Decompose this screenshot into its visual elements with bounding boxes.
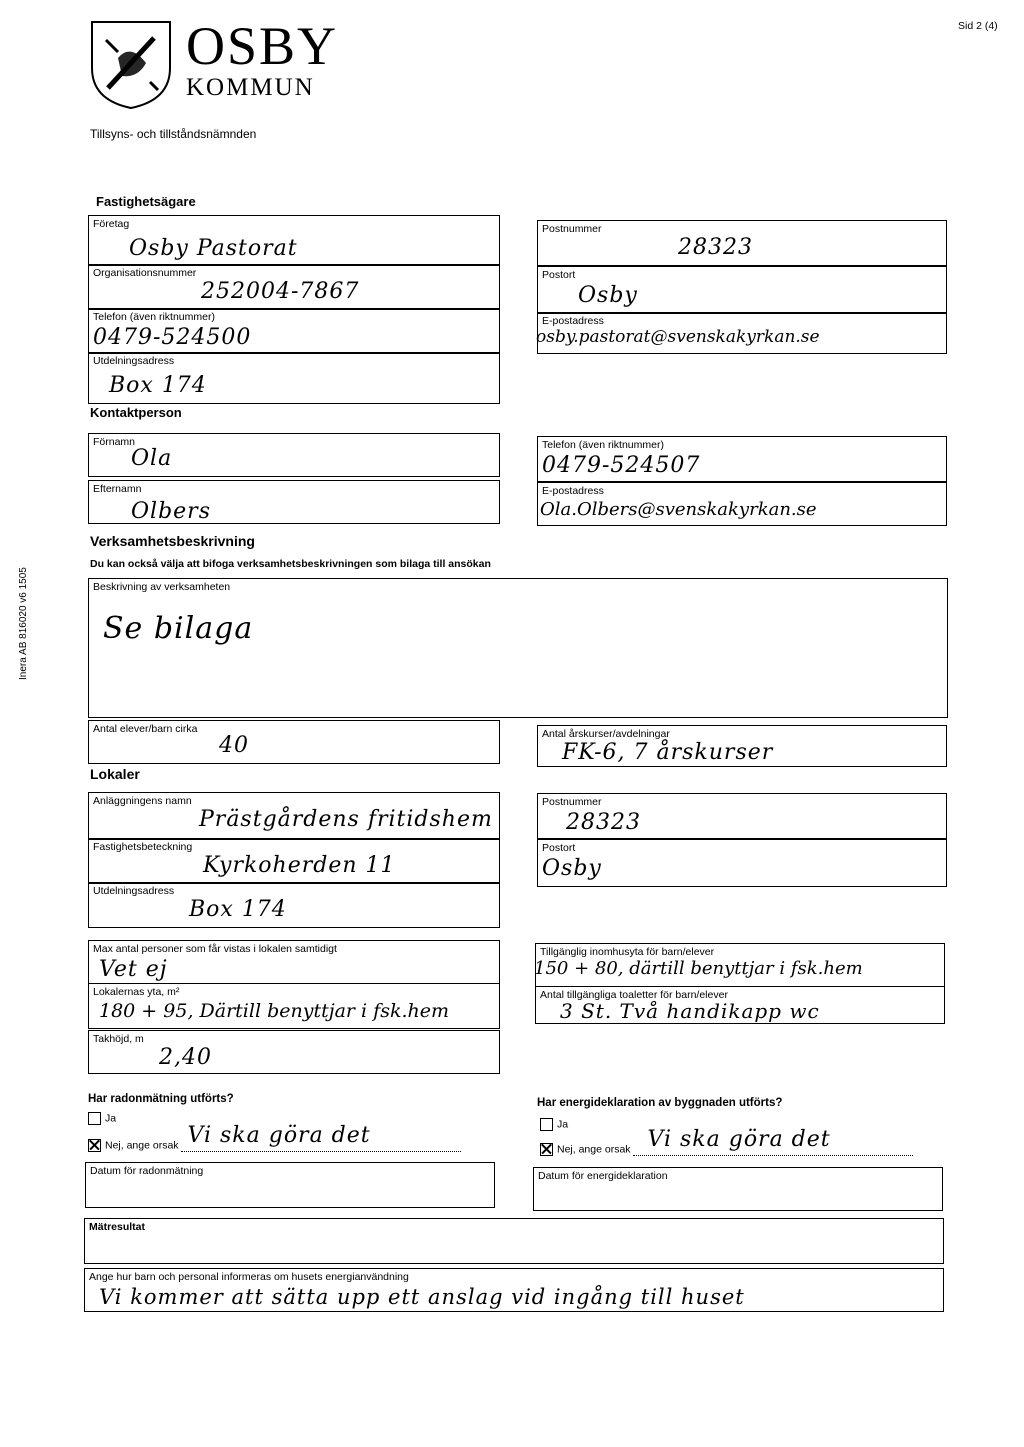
field-label: Telefon (även riktnummer)	[93, 311, 215, 323]
handwritten-value: FK-6, 7 årskurser	[562, 740, 774, 765]
owner-phone-field[interactable]	[88, 308, 500, 354]
field-label: Efternamn	[93, 483, 142, 495]
coat-of-arms-icon	[88, 18, 174, 110]
energy-no-option[interactable]	[540, 1127, 940, 1156]
radon-yes-option[interactable]	[88, 1112, 116, 1125]
handwritten-value: 28323	[566, 810, 641, 835]
handwritten-value: 180 + 95, Därtill benyttjar i fsk.hem	[99, 1000, 450, 1022]
handwritten-value: Vi kommer att sätta upp ett anslag vid ingång till huset	[99, 1285, 745, 1309]
handwritten-value: Osby	[542, 856, 602, 881]
owner-address-field[interactable]	[88, 352, 500, 404]
field-label: Fastighetsbeteckning	[93, 841, 193, 853]
handwritten-value: Olbers	[131, 499, 211, 524]
premises-city-field[interactable]	[537, 839, 947, 887]
energy-question: Har energideklaration av byggnaden utförts?	[537, 1097, 783, 1109]
handwritten-value: Ola	[131, 446, 173, 471]
field-label: Anläggningens namn	[93, 795, 192, 807]
handwritten-value: osby.pastorat@svenskakyrkan.se	[536, 327, 820, 347]
handwritten-value: Osby	[578, 283, 638, 308]
property-field[interactable]	[88, 838, 500, 884]
contact-firstname-field[interactable]	[88, 433, 500, 477]
handwritten-value: Vet ej	[99, 957, 168, 982]
handwritten-value: Kyrkoherden 11	[203, 853, 396, 878]
handwritten-value: 2,40	[159, 1045, 212, 1070]
energy-yes-option[interactable]	[540, 1118, 568, 1131]
field-label: Antal årskurser/avdelningar	[542, 728, 670, 740]
owner-company-field[interactable]	[88, 215, 500, 266]
field-label: Ange hur barn och personal informeras om husets energianvändning	[89, 1271, 409, 1283]
field-label: Utdelningsadress	[93, 885, 175, 897]
premises-postcode-field[interactable]	[537, 793, 947, 839]
page-number: Sid 2 (4)	[958, 20, 998, 32]
owner-orgnr-field[interactable]	[88, 264, 500, 310]
owner-section-title: Fastighetsägare	[96, 194, 196, 209]
field-label: Datum för energideklaration	[538, 1170, 668, 1182]
handwritten-value: Se bilaga	[103, 611, 254, 646]
handwritten-value: Box 174	[189, 897, 287, 922]
field-label: Beskrivning av verksamheten	[93, 581, 231, 593]
field-label: Takhöjd, m	[93, 1033, 144, 1045]
grades-field[interactable]	[537, 725, 947, 767]
field-label: Mätresultat	[89, 1221, 146, 1233]
handwritten-value: 0479-524507	[542, 453, 701, 478]
premises-section-title: Lokaler	[90, 766, 140, 782]
field-label: Datum för radonmätning	[90, 1165, 204, 1177]
contact-section-title: Kontaktperson	[90, 405, 182, 420]
handwritten-value: Prästgårdens fritidshem	[199, 807, 493, 832]
coat-of-arms	[88, 18, 174, 110]
field-label: Tillgänglig inomhusyta för barn/elever	[540, 946, 715, 958]
energy-yes-checkbox[interactable]	[540, 1118, 553, 1131]
indoor-area-field[interactable]	[535, 943, 945, 987]
radon-question: Har radonmätning utförts?	[88, 1093, 234, 1105]
pupils-field[interactable]	[88, 720, 500, 764]
handwritten-value: 40	[219, 733, 249, 758]
field-label: Förnamn	[93, 436, 136, 448]
field-label: Företag	[93, 218, 130, 230]
field-label: Telefon (även riktnummer)	[542, 439, 664, 451]
side-code: Inera AB 816020 v6 1505	[18, 567, 29, 680]
handwritten-value: 28323	[678, 235, 753, 260]
radon-date-field[interactable]	[85, 1162, 495, 1208]
handwritten-value: 252004-7867	[201, 279, 360, 304]
ceiling-height-field[interactable]	[88, 1030, 500, 1074]
municipality-name: OSBY	[186, 16, 339, 76]
premises-address-field[interactable]	[88, 882, 500, 928]
radon-result-field[interactable]	[84, 1218, 944, 1264]
toilets-field[interactable]	[535, 986, 945, 1024]
handwritten-value: 150 + 80, därtill benyttjar i fsk.hem	[534, 958, 863, 979]
field-label: Postort	[542, 269, 576, 281]
handwritten-value: Vi ska göra det	[647, 1127, 831, 1152]
field-label: E-postadress	[542, 315, 604, 327]
field-label: Max antal personer som får vistas i lokalen samtidigt	[93, 943, 337, 955]
handwritten-value: 3 St. Två handikapp wc	[560, 999, 820, 1023]
facility-name-field[interactable]	[88, 792, 500, 840]
authority-name: Tillsyns- och tillståndsnämnden	[90, 127, 257, 141]
handwritten-value: Osby Pastorat	[129, 236, 298, 261]
radon-yes-checkbox[interactable]	[88, 1112, 101, 1125]
field-label: E-postadress	[542, 485, 604, 497]
contact-phone-field[interactable]	[537, 436, 947, 482]
radon-no-reason	[181, 1123, 461, 1152]
activity-section-title: Verksamhetsbeskrivning	[90, 533, 255, 549]
municipality-sub: KOMMUN	[186, 74, 315, 101]
radon-no-checkbox[interactable]	[88, 1139, 101, 1152]
contact-email-field[interactable]	[537, 482, 947, 526]
field-label: Lokalernas yta, m²	[93, 986, 180, 998]
energy-no-checkbox[interactable]	[540, 1143, 553, 1156]
energy-no-reason	[633, 1127, 913, 1156]
field-label: Postort	[542, 842, 576, 854]
handwritten-value: Ola.Olbers@svenskakyrkan.se	[540, 499, 817, 520]
activity-description-field[interactable]	[88, 578, 948, 718]
radon-no-option[interactable]	[88, 1123, 498, 1152]
energy-date-field[interactable]	[533, 1167, 943, 1211]
energy-info-field[interactable]	[84, 1268, 944, 1312]
field-label: Antal elever/barn cirka	[93, 723, 198, 735]
area-field[interactable]	[88, 983, 500, 1029]
field-label: Utdelningsadress	[93, 355, 175, 367]
handwritten-value: 0479-524500	[93, 325, 252, 350]
radon-no-label: Nej, ange orsak	[105, 1139, 179, 1152]
owner-postcode-field[interactable]	[537, 220, 947, 266]
max-persons-field[interactable]	[88, 940, 500, 984]
radon-yes-label: Ja	[105, 1112, 117, 1125]
handwritten-value: Box 174	[109, 373, 207, 398]
owner-city-field[interactable]	[537, 266, 947, 314]
energy-yes-label: Ja	[557, 1118, 569, 1131]
field-label: Organisationsnummer	[93, 267, 197, 279]
owner-email-field[interactable]	[537, 312, 947, 354]
field-label: Postnummer	[542, 796, 602, 808]
contact-lastname-field[interactable]	[88, 480, 500, 524]
field-label: Antal tillgängliga toaletter för barn/elever	[540, 989, 728, 1001]
energy-no-label: Nej, ange orsak	[557, 1143, 631, 1156]
activity-note: Du kan också välja att bifoga verksamhetsbeskrivningen som bilaga till ansökan	[90, 558, 491, 570]
field-label: Postnummer	[542, 223, 602, 235]
handwritten-value: Vi ska göra det	[187, 1123, 371, 1148]
